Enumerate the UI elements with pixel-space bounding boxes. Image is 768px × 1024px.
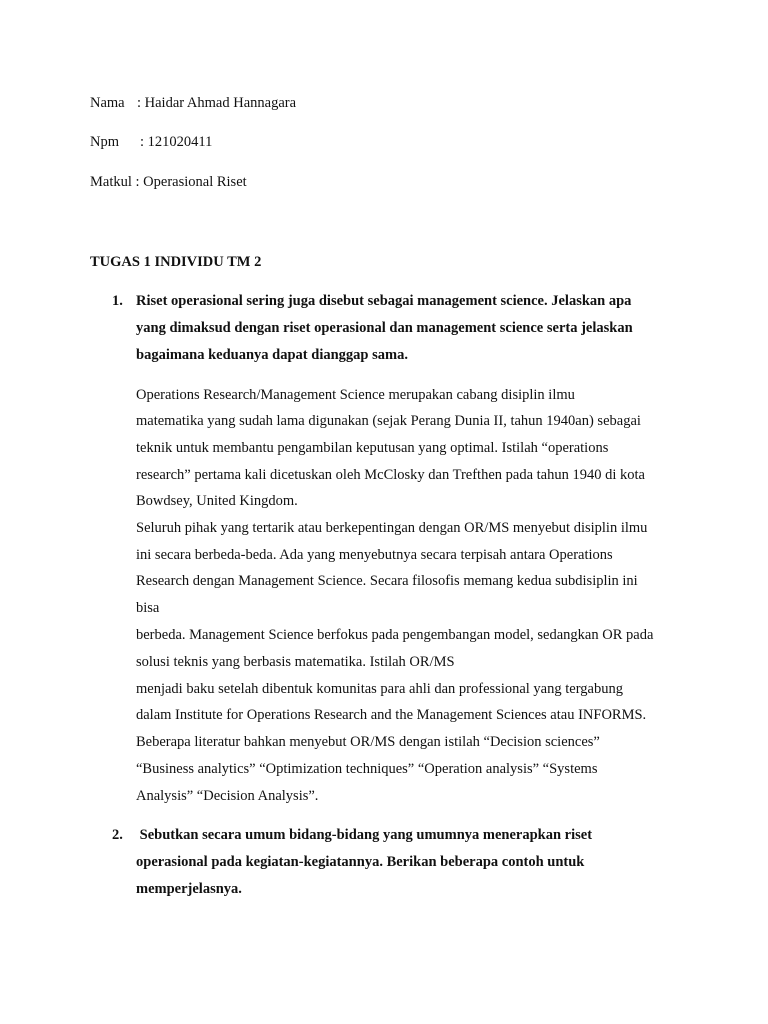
answer-1-line: Seluruh pihak yang tertarik atau berkepentingan dengan OR/MS menyebut disiplin ilmu: [136, 520, 648, 536]
answer-1-line: menjadi baku setelah dibentuk komunitas para ahli dan professional yang tergabung: [136, 681, 623, 697]
answer-1-line: teknik untuk membantu pengambilan keputusan yang optimal. Istilah “operations: [136, 440, 609, 456]
answer-1-line: Beberapa literatur bahkan menyebut OR/MS dengan istilah “Decision sciences”: [136, 734, 600, 750]
answer-1-line: “Business analytics” “Optimization techniques” “Operation analysis” “Systems: [136, 761, 598, 777]
nama-value: : Haidar Ahmad Hannagara: [137, 95, 297, 111]
question-2-line: memperjelasnya.: [136, 881, 242, 897]
answer-1-line: Analysis” “Decision Analysis”.: [136, 788, 319, 804]
question-2-line: Sebutkan secara umum bidang-bidang yang umumnya menerapkan riset: [136, 827, 593, 843]
question-1-line: yang dimaksud dengan riset operasional dan management science serta jelaskan: [136, 320, 633, 336]
answer-1-line: ini secara berbeda-beda. Ada yang menyebutnya secara terpisah antara Operations: [136, 547, 613, 563]
question-2-number: 2.: [112, 827, 123, 843]
question-2-line: operasional pada kegiatan-kegiatannya. Berikan beberapa contoh untuk: [136, 854, 585, 870]
npm-label: Npm: [90, 134, 119, 150]
answer-1-line: research” pertama kali dicetuskan oleh McClosky dan Trefthen pada tahun 1940 di kota: [136, 467, 645, 483]
question-1-line: bagaimana keduanya dapat dianggap sama.: [136, 347, 408, 363]
answer-1-line: dalam Institute for Operations Research and the Management Sciences atau INFORMS.: [136, 707, 647, 723]
answer-1-line: Research dengan Management Science. Secara filosofis memang kedua subdisiplin ini: [136, 573, 638, 589]
question-1-line: Riset operasional sering juga disebut sebagai management science. Jelaskan apa: [136, 293, 632, 309]
nama-label: Nama: [90, 95, 125, 111]
answer-1-line: berbeda. Management Science berfokus pada pengembangan model, sedangkan OR pada: [136, 627, 654, 643]
answer-1-line: Operations Research/Management Science merupakan cabang disiplin ilmu: [136, 387, 575, 403]
matkul-line: Matkul : Operasional Riset: [90, 174, 247, 190]
answer-1-line: solusi teknis yang berbasis matematika. Istilah OR/MS: [136, 654, 455, 670]
answer-1-line: matematika yang sudah lama digunakan (sejak Perang Dunia II, tahun 1940an) sebagai: [136, 413, 641, 429]
question-1-number: 1.: [112, 293, 123, 309]
answer-1-line: bisa: [136, 600, 160, 616]
npm-value: : 121020411: [140, 134, 213, 150]
assignment-title: TUGAS 1 INDIVIDU TM 2: [90, 254, 262, 270]
answer-1-line: Bowdsey, United Kingdom.: [136, 493, 298, 509]
